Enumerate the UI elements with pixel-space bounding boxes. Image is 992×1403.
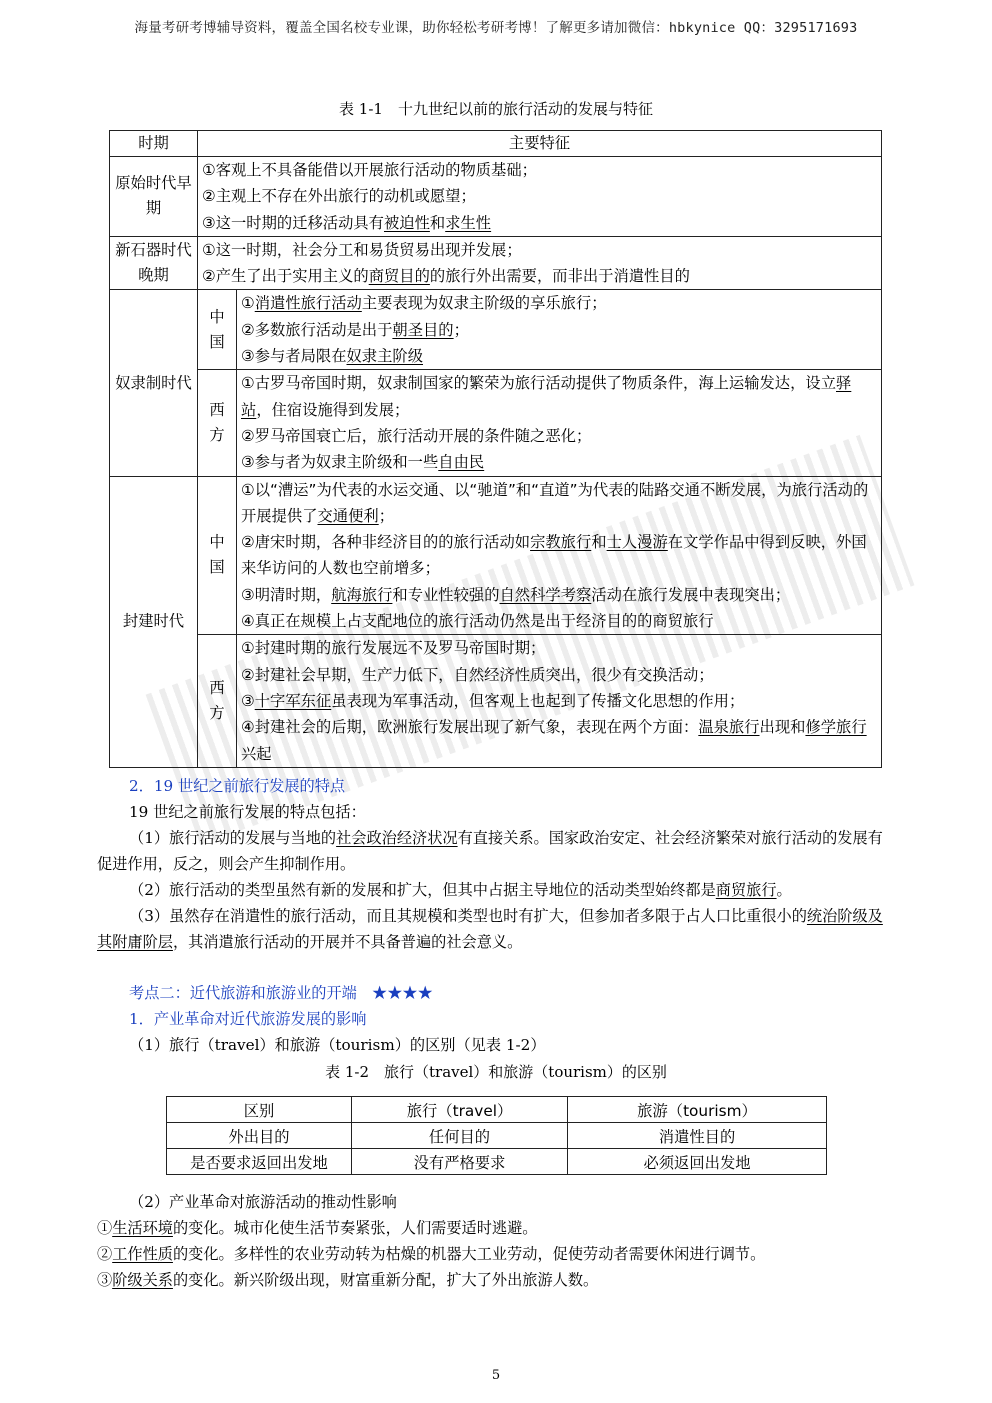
section-heading: 2．19 世纪之前旅行发展的特点	[129, 777, 346, 795]
row-feudal-china	[110, 476, 882, 635]
table-travel-history	[109, 130, 882, 768]
features-slave-china: ①消遣性旅行活动主要表现为奴隶主阶级的享乐旅行； ②多数旅行活动是出于朝圣目的； ③参与者局限在奴隶主阶级	[237, 290, 882, 370]
influence-item-2: ②工作性质的变化。多样性的农业劳动转为枯燥的机器大工业劳动，促使劳动者需要休闲进行调节。	[97, 1245, 766, 1263]
table2-cell: 是否要求返回出发地	[167, 1149, 352, 1175]
period-feudal: 封建时代	[110, 476, 198, 767]
table2-cell: 没有严格要求	[352, 1149, 568, 1175]
table2-header-cell: 旅行（travel）	[352, 1097, 568, 1123]
table2-header-cell: 区别	[167, 1097, 352, 1123]
section-point2	[97, 980, 897, 1058]
paragraph-2: （2）旅行活动的类型虽然有新的发展和扩大，但其中占据主导地位的活动类型始终都是商贸旅行。	[129, 881, 792, 899]
point2-heading: 考点二：近代旅游和旅游业的开端 ★★★★	[129, 984, 433, 1002]
header-features: 主要特征	[198, 131, 882, 157]
table-header-row	[110, 131, 882, 157]
influence-intro: （2）产业革命对旅游活动的推动性影响	[129, 1193, 397, 1211]
features-primitive: ①客观上不具备能借以开展旅行活动的物质基础； ②主观上不存在外出旅行的动机或愿望； ③这一时期的迁移活动具有被迫性和求生性	[198, 157, 882, 237]
features-slave-west: ①古罗马帝国时期，奴隶制国家的繁荣为旅行活动提供了物质条件，海上运输发达，设立驿站，住宿设施得到发展； ②罗马帝国衰亡后，旅行活动开展的条件随之恶化； ③参与者为奴隶主阶级和一些自由民	[237, 370, 882, 476]
section-characteristics	[97, 773, 897, 955]
page-number: 5	[491, 1368, 501, 1383]
section-industrial-revolution	[97, 1189, 897, 1293]
period-primitive: 原始时代早期	[110, 157, 198, 237]
features-neolithic: ①这一时期，社会分工和易货贸易出现并发展； ②产生了出于实用主义的商贸目的的旅行外出需要，而非出于消遣性目的	[198, 236, 882, 290]
table2-caption: 表 1-2 旅行（travel）和旅游（tourism）的区别	[325, 1063, 667, 1081]
table2-row	[167, 1149, 827, 1175]
header-period: 时期	[110, 131, 198, 157]
region-china: 中国	[198, 476, 237, 635]
table2-header-cell: 旅游（tourism）	[568, 1097, 827, 1123]
period-slave: 奴隶制时代	[110, 290, 198, 476]
paragraph-1: （1）旅行活动的发展与当地的社会政治经济状况有直接关系。国家政治安定、社会经济繁荣对旅行活动的发展有促进作用，反之，则会产生抑制作用。	[97, 829, 883, 873]
features-feudal-china: ①以“漕运”为代表的水运交通、以“驰道”和“直道”为代表的陆路交通不断发展，为旅行活动的开展提供了交通便利； ②唐宋时期，各种非经济目的的旅行活动如宗教旅行和士人漫游在文学作品中得到反映，外国来华访问的人数也空前增多； ③明清时期，航海旅行和专业性较强的自然科学考察活动在旅行发展中表现突出； ④真正在规模上占支配地位的旅行活动仍然是出于经济目的的商贸旅行	[237, 476, 882, 635]
table2-cell: 外出目的	[167, 1123, 352, 1149]
importance-stars: ★★★★	[372, 984, 433, 1002]
row-feudal-west	[110, 635, 882, 767]
table2-cell: 消遣性目的	[568, 1123, 827, 1149]
table-travel-vs-tourism	[166, 1096, 827, 1175]
region-china: 中国	[198, 290, 237, 370]
row-primitive	[110, 157, 882, 237]
row-slave-china	[110, 290, 882, 370]
row-slave-west	[110, 370, 882, 476]
influence-item-1: ①生活环境的变化。城市化使生活节奏紧张，人们需要适时逃避。	[97, 1219, 538, 1237]
table2-header-row	[167, 1097, 827, 1123]
table2-row	[167, 1123, 827, 1149]
table1-caption: 表 1-1 十九世纪以前的旅行活动的发展与特征	[339, 100, 653, 118]
section-intro: 19 世纪之前旅行发展的特点包括：	[129, 803, 366, 821]
table2-cell: 任何目的	[352, 1123, 568, 1149]
point2-subheading: 1．产业革命对近代旅游发展的影响	[129, 1010, 367, 1028]
paragraph-3: （3）虽然存在消遣性的旅行活动，而且其规模和类型也时有扩大，但参加者多限于占人口比重很小的统治阶级及其附庸阶层，其消遣旅行活动的开展并不具备普遍的社会意义。	[97, 907, 883, 951]
features-feudal-west: ①封建时期的旅行发展远不及罗马帝国时期； ②封建社会早期，生产力低下，自然经济性质突出，很少有交换活动； ③十字军东征虽表现为军事活动，但客观上也起到了传播文化思想的作用； ④封建社会的后期，欧洲旅行发展出现了新气象，表现在两个方面：温泉旅行出现和修学旅行兴起	[237, 635, 882, 767]
table2-cell: 必须返回出发地	[568, 1149, 827, 1175]
row-neolithic	[110, 236, 882, 290]
page-header: 海量考研考博辅导资料，覆盖全国名校专业课，助你轻松考研考博！了解更多请加微信：hbkynice QQ：3295171693	[134, 20, 858, 36]
region-west: 西方	[198, 370, 237, 476]
influence-item-3: ③阶级关系的变化。新兴阶级出现，财富重新分配，扩大了外出旅游人数。	[97, 1271, 599, 1289]
point2-subsection: （1）旅行（travel）和旅游（tourism）的区别（见表 1-2）	[129, 1036, 546, 1054]
region-west: 西方	[198, 635, 237, 767]
period-neolithic: 新石器时代晚期	[110, 236, 198, 290]
